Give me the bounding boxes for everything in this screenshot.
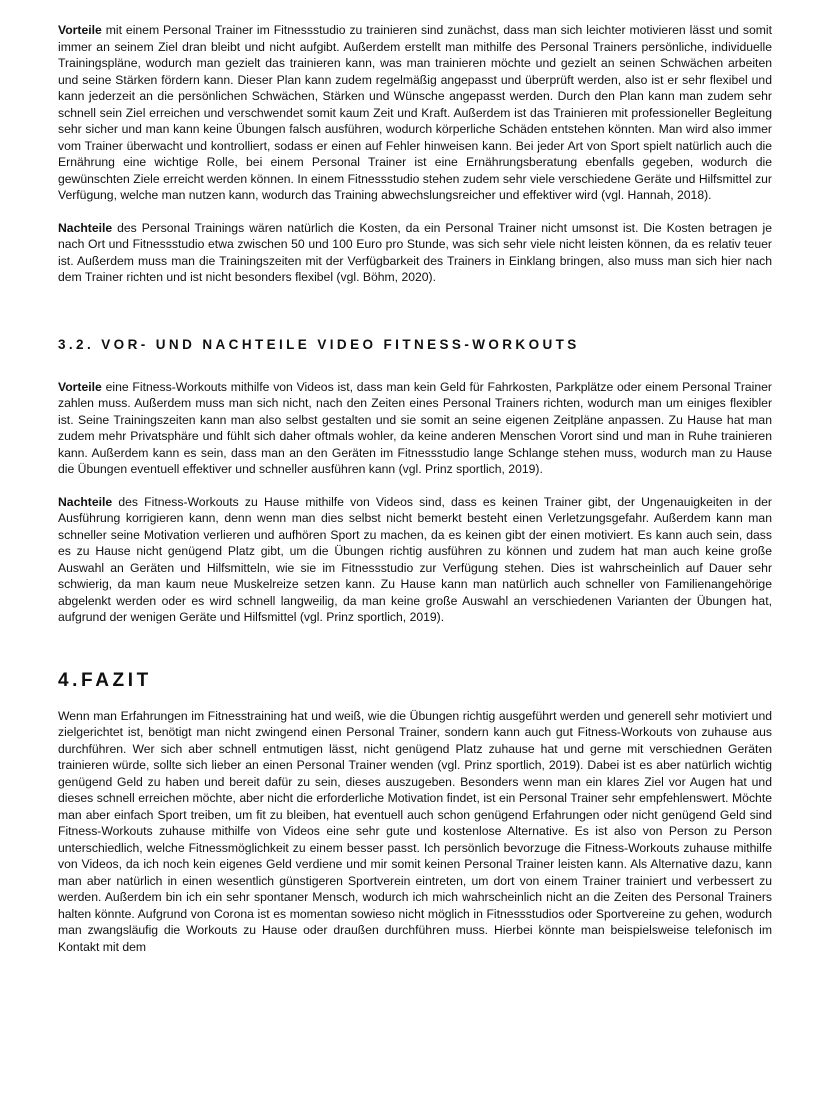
paragraph-nachteile-video-workouts [58,494,772,626]
section-heading-3-2: 3.2. VOR- UND NACHTEILE VIDEO FITNESS-WORKOUTS [58,336,580,352]
nachteile-label: Nachteile [58,220,113,235]
vorteile-label: Vorteile [58,23,102,37]
vorteile-text: eine Fitness-Workouts mithilfe von Videos ist, dass man kein Geld für Fahrkosten, Parkplätze oder einem Personal Trainer zahlen muss. Außerdem muss man sich nicht, nach den Zeiten eines Personal Trainers richten, wodurch man um einiges flexibler ist. Seine Trainingszeiten kann man also selbst gestalten und sie somit an seine eigenen Zeitpläne anpassen. Zu Hause hat man zudem mehr Privatsphäre und fühlt sich daher oftmals wohler, da keine anderen Menschen Vorort sind und man in Ruhe trainieren kann. Außerdem kann es sein, dass man an den Geräten im Fitnessstudio lange Schlange stehen muss, wodurch man zu Hause die Übungen eventuell effektiver und schneller ausführen kann (vgl. Prinz sportlich, 2019). [58,379,772,476]
nachteile-label: Nachteile [58,494,113,509]
nachteile-text: des Personal Trainings wären natürlich die Kosten, da ein Personal Trainer nicht umsonst ist. Die Kosten betragen je nach Ort und Fitnessstudio etwa zwischen 50 und 100 Euro pro Stunde, was sich sehr viele nicht leisten können, da es relativ teuer ist. Außerdem muss man die Trainingszeiten mit der Verfügbarkeit des Trainers in Einklang bringen, also muss man sich hier nach dem Trainer richten und ist nicht besonders flexibel (vgl. Böhm, 2020). [58,220,772,284]
document-page [58,22,772,955]
paragraph-fazit: Wenn man Erfahrungen im Fitnesstraining hat und weiß, wie die Übungen richtig ausgeführt werden und generell sehr motiviert und zielgerichtet ist, benötigt man nicht zwingend einen Personal Trainer, sondern kann auch gut Fitness-Workouts von zuhause aus durchführen. Wer sich aber schnell entmutigen lässt, nicht genügend Platz zuhause hat und gerne mit verschiednen Geräten trainieren würde, sollte sich lieber an einen Personal Trainer wenden (vgl. Prinz sportlich, 2019). Dabei ist es aber natürlich wichtig genügend Geld zu haben und bereit dafür zu sein, dieses auszugeben. Besonders wenn man ein klares Ziel vor Augen hat und dieses schnell erreichen möchte, aber nicht die erforderliche Motivation findet, ist ein Personal Trainer sehr empfehlenswert. Möchte man aber einfach Sport treiben, um fit zu bleiben, hat eventuell auch schon genügend Erfahrungen oder nicht genügend Geld sind Fitness-Workouts zuhause mithilfe von Videos eine sehr gute und kostenlose Alternative. Es ist also von Person zu Person unterschiedlich, welche Fitnessmöglichkeit zu einem besser passt. Ich persönlich bevorzuge die Fitness-Workouts zuhause mithilfe von Videos, da ich noch kein eigenes Geld verdiene und mir somit keinen Personal Trainer leisten kann. Als Alternative dazu, kann man aber natürlich in einen wesentlich günstigeren Sportverein eintreten, um dort von einem Trainer trainiert und verbessert zu werden. Außerdem bin ich ein sehr spontaner Mensch, wodurch ich mich wahrscheinlich nicht an die Zeiten des Personal Trainers halten könnte. Aufgrund von Corona ist es momentan sowieso nicht möglich in Fitnessstudios oder Sportvereine zu gehen, wodurch man zwangsläufig die Workouts zu Hause oder draußen durchführen muss. Hierbei könnte man beispielsweise telefonisch im Kontakt mit dem [58,708,772,954]
paragraph-vorteile-video-workouts [58,379,772,478]
section-heading-fazit: 4.FAZIT [58,669,152,691]
nachteile-text: des Fitness-Workouts zu Hause mithilfe von Videos sind, dass es keinen Trainer gibt, der Ungenauigkeiten in der Ausführung korrigieren kann, denn wenn man dies selbst nicht bemerkt besteht einen Verletzungsgefahr. Außerdem kann man schneller seine Motivation verlieren und aufhören Sport zu machen, da es keinen gibt der einen motiviert. Es kann auch sein, dass es zu Hause nicht genügend Platz gibt, um die Übungen richtig ausführen zu können und zudem hat man auch keine große Auswahl an Geräten und Hilfsmitteln, wie sie im Fitnessstudio zur Verfügung stehen. Dies ist wahrscheinlich auf Dauer sehr schwierig, da man kaum neue Muskelreize setzen kann. Zu Hause kann man natürlich auch schneller von Familienangehörige abgelenkt werden oder es wird schnell langweilig, da man keine große Auswahl an verschiedenen Varianten der Übungen hat, aufgrund der wenigen Geräte und Hilfsmittel (vgl. Prinz sportlich, 2019). [58,494,772,624]
vorteile-text: mit einem Personal Trainer im Fitnessstudio zu trainieren sind zunächst, dass man sich leichter motivieren lässt und somit immer an seinem Ziel dran bleibt und nicht aufgibt. Außerdem erstellt man mithilfe des Personal Trainers persönliche, individuelle Trainingspläne, wodurch man gezielt das trainieren kann, was man trainieren möchte und gezielt an seinen Schwächen arbeiten und seine Stärken fördern kann. Dieser Plan kann zudem regelmäßig angepasst und überprüft werden, also ist er sehr flexibel und kann jederzeit an die persönlichen Schwächen, Stärken und Wünsche angepasst werden. Durch den Plan kann man zudem sehr schnell sein Ziel erreichen und verschwendet somit kaum Zeit und Kraft. Außerdem ist das Trainieren mit professioneller Begleitung sehr sicher und man kann keine Übungen falsch ausführen, wodurch körperliche Schäden entstehen könnten. Man wird also immer vom Trainer überwacht und kontrolliert, sodass er einen auf Fehler hinweisen kann. Bei jeder Art von Sport spielt natürlich auch die Ernährung eine wichtige Rolle, bei einem Personal Trainer ist eine Ernährungsberatung ebenfalls gegeben, wodurch die gewünschten Ziele erreicht werden können. In einem Fitnessstudio stehen zudem sehr viele verschiedene Geräte und Hilfsmittel zur Verfügung, welche man nutzen kann, wodurch das Training abwechslungsreicher und effektiver wird (vgl. Hannah, 2018). [58,23,772,202]
vorteile-label: Vorteile [58,379,102,394]
paragraph-nachteile-personal-trainer [58,220,772,286]
paragraph-vorteile-personal-trainer [58,22,772,204]
